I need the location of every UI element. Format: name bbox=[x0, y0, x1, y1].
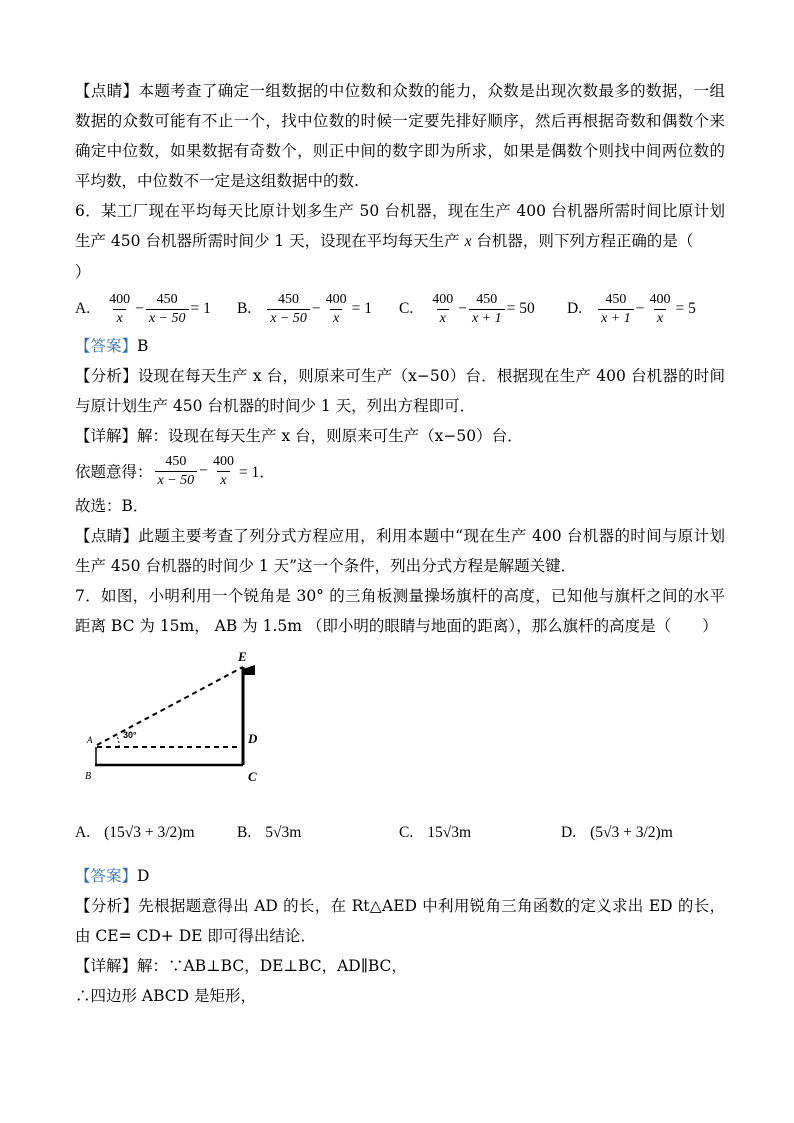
page-content bbox=[75, 76, 725, 1011]
point-d-label: D bbox=[248, 731, 258, 746]
q6-stem-part-c: ） bbox=[75, 263, 91, 281]
question-6-stem bbox=[75, 196, 725, 287]
minus-sign: − bbox=[458, 300, 467, 317]
denominator: x − 50 bbox=[146, 309, 189, 328]
numerator: 450 bbox=[165, 453, 187, 469]
option-text: (5√3 + 3/2)m bbox=[590, 824, 673, 841]
fraction bbox=[469, 291, 505, 328]
numerator: 400 bbox=[212, 453, 234, 469]
denominator: x + 1 bbox=[469, 309, 505, 328]
denominator: x + 1 bbox=[598, 309, 634, 328]
fraction bbox=[323, 291, 350, 328]
answer-value: D bbox=[137, 867, 150, 885]
note-text: 本题考查了确定一组数据的中位数和众数的能力，众数是出现次数最多的数据，一组数据的众数可能有不止一个，找中位数的时候一定要先排好顺序，然后再根据奇数和偶数个来确定中位数，如果数据有奇数个，则正中间的数字即为所求，如果是偶数个则找中间两位数的平均数，中位数不一定是这组数据中的数. bbox=[75, 82, 725, 190]
detail-text: 解：∵AB⊥BC，DE⊥BC，AD∥BC， bbox=[137, 957, 407, 975]
note-text: 此题主要考查了列分式方程应用，利用本题中“现在生产 400 台机器的时间与原计划生产 450 台机器的时间少 1 天”这一个条件，列出分式方程是解题关键． bbox=[75, 527, 725, 575]
q6-variable: x bbox=[464, 233, 472, 250]
q7-options bbox=[75, 805, 725, 861]
option-text: 5√3m bbox=[265, 824, 302, 841]
denominator: x − 50 bbox=[267, 309, 310, 328]
note-paragraph bbox=[75, 76, 725, 196]
sight-line bbox=[97, 667, 243, 745]
fraction bbox=[106, 291, 133, 328]
q7-option-a bbox=[75, 824, 237, 842]
detail-tag: 【详解】 bbox=[75, 957, 138, 975]
conclusion-text: ∴四边形 ABCD 是矩形， bbox=[75, 987, 257, 1005]
numerator: 400 bbox=[432, 291, 454, 307]
fraction bbox=[429, 291, 456, 328]
q6-detail bbox=[75, 421, 725, 451]
q7-stem-text: 7．如图，小明利用一个锐角是 30° 的三角板测量操场旗杆的高度，已知他与旗杆之间的水平距离 BC 为 15m， AB 为 1.5m （即小明的眼睛与地面的距离），那么旗杆的高度是（ ） bbox=[75, 587, 725, 635]
flagpole-figure bbox=[75, 645, 275, 805]
option-letter: C. bbox=[399, 300, 414, 317]
point-a-label: A bbox=[87, 735, 93, 745]
fraction bbox=[598, 291, 634, 328]
denominator: x − 50 bbox=[155, 471, 198, 490]
q6-option-c bbox=[399, 291, 567, 328]
denominator: x bbox=[654, 309, 666, 328]
rhs: = 50 bbox=[506, 300, 535, 317]
q6-stem-part-b: 台机器，则下列方程正确的是（ bbox=[471, 232, 694, 250]
option-text: (15√3 + 3/2)m bbox=[104, 824, 195, 841]
rhs: = 1 bbox=[190, 300, 211, 317]
fraction bbox=[267, 291, 310, 328]
q6-option-d bbox=[567, 291, 696, 328]
question-7-stem bbox=[75, 581, 725, 641]
option-letter: A. bbox=[75, 824, 91, 841]
rhs: = 5 bbox=[675, 300, 696, 317]
answer-tag: 【答案】 bbox=[75, 337, 138, 355]
fraction bbox=[647, 291, 674, 328]
fraction bbox=[210, 453, 237, 490]
numerator: 450 bbox=[476, 291, 498, 307]
numerator: 450 bbox=[605, 291, 627, 307]
flagpole-diagram bbox=[75, 645, 725, 805]
numerator: 400 bbox=[325, 291, 347, 307]
numerator: 400 bbox=[109, 291, 131, 307]
angle-arc bbox=[116, 734, 119, 747]
detail-text: 解：设现在每天生产 x 台，则原来可生产（x−50）台． bbox=[137, 427, 523, 445]
rhs: = 1 bbox=[351, 300, 373, 317]
option-text: 15√3m bbox=[427, 824, 472, 841]
option-letter: D. bbox=[567, 300, 583, 317]
numerator: 450 bbox=[156, 291, 178, 307]
q6-answer bbox=[75, 331, 725, 361]
flag-icon bbox=[243, 665, 255, 675]
denominator: x bbox=[217, 471, 229, 490]
q6-analysis bbox=[75, 361, 725, 421]
numerator: 400 bbox=[649, 291, 671, 307]
denominator: x bbox=[330, 309, 342, 328]
fraction bbox=[155, 453, 198, 490]
answer-value: B bbox=[137, 337, 149, 355]
analysis-text: 先根据题意得出 AD 的长，在 Rt△AED 中利用锐角三角函数的定义求出 ED 的长，由 CE= CD+ DE 即可得出结论． bbox=[75, 897, 725, 945]
q6-note bbox=[75, 521, 725, 581]
numerator: 450 bbox=[278, 291, 300, 307]
q6-choose bbox=[75, 491, 725, 521]
analysis-text: 设现在每天生产 x 台，则原来可生产（x−50）台．根据现在生产 400 台机器的时间与原计划生产 450 台机器的时间少 1 天，列出方程即可． bbox=[75, 367, 725, 415]
minus-sign: − bbox=[311, 300, 321, 317]
q6-option-a bbox=[75, 291, 237, 328]
q7-conclusion bbox=[75, 981, 725, 1011]
option-letter: A. bbox=[75, 300, 91, 317]
q7-option-d bbox=[561, 824, 673, 842]
denominator: x bbox=[113, 309, 125, 328]
answer-tag: 【答案】 bbox=[75, 867, 138, 885]
q6-stem-part-a: 6．某工厂现在平均每天比原计划多生产 50 台机器，现在生产 400 台机器所需时间比原计划生产 450 台机器所需时间少 1 天，设现在平均每天生产 bbox=[75, 202, 725, 250]
choose-text: 故选：B． bbox=[75, 497, 149, 515]
minus-sign: − bbox=[199, 462, 208, 479]
q7-answer bbox=[75, 861, 725, 891]
angle-label: 30° bbox=[123, 730, 137, 740]
analysis-tag: 【分析】 bbox=[75, 367, 138, 385]
analysis-tag: 【分析】 bbox=[75, 897, 139, 915]
q7-detail bbox=[75, 951, 725, 981]
q7-option-b bbox=[237, 824, 399, 842]
q6-equation bbox=[75, 451, 725, 491]
q7-analysis bbox=[75, 891, 725, 951]
note-tag: 【点睛】 bbox=[75, 527, 139, 545]
q6-option-b bbox=[237, 291, 399, 328]
minus-sign: − bbox=[135, 300, 144, 317]
point-c-label: C bbox=[248, 769, 257, 784]
fraction bbox=[146, 291, 189, 328]
q7-option-c bbox=[399, 824, 561, 842]
q6-options bbox=[75, 287, 725, 331]
equation-prefix: 依题意得： bbox=[75, 463, 153, 481]
detail-tag: 【详解】 bbox=[75, 427, 138, 445]
point-b-label: B bbox=[85, 771, 92, 782]
note-tag: 【点睛】 bbox=[75, 82, 139, 100]
option-letter: B. bbox=[237, 824, 252, 841]
point-e-label: E bbox=[238, 649, 247, 664]
option-letter: C. bbox=[399, 824, 414, 841]
option-letter: D. bbox=[561, 824, 577, 841]
denominator: x bbox=[437, 309, 449, 328]
rhs: = 1． bbox=[238, 464, 275, 481]
option-letter: B. bbox=[237, 300, 252, 317]
minus-sign: − bbox=[635, 300, 645, 317]
